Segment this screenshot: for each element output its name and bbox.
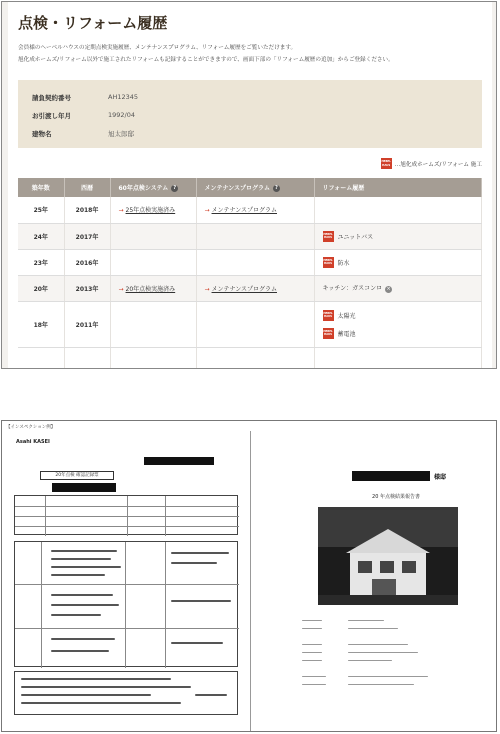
row-key [302,641,348,649]
reform-item: 蓄電池 [337,330,356,338]
help-icon[interactable]: ? [171,185,178,192]
handwriting [171,600,231,602]
col-header-inspection [110,178,196,197]
arrow-right-icon: → [118,207,124,215]
redacted-bar [144,457,214,465]
contract-row-building [32,124,468,142]
inspection-record-sheet [8,433,244,729]
col-header-year: 西暦 [64,178,110,197]
page-title: 点検・リフォーム履歴 [18,14,168,32]
hebel-haus-logo-icon: HEBEL HAUS [323,231,334,242]
row-key [302,649,348,657]
row-key [302,617,348,625]
print-line [302,628,322,629]
cell-inspection [110,249,196,275]
row-key [302,625,348,633]
col-header-age: 築年数 [18,178,64,197]
hebel-haus-logo-icon: HEBEL HAUS [323,328,334,339]
report-row [302,657,472,665]
col-header-reform: リフォーム履歴 [314,178,482,197]
report-row [302,649,472,657]
print-line [348,676,428,677]
cell-reform [314,223,482,249]
table-header-row [18,178,482,197]
redacted-bar [52,483,116,492]
cell-maintenance [196,223,314,249]
rule-line [15,628,239,629]
cell-reform [314,197,482,223]
rule-line [165,542,166,668]
print-line [348,628,398,629]
hebel-haus-logo-icon: HEBEL HAUS [323,310,334,321]
cell-inspection [110,197,196,223]
house-photo [318,507,458,605]
print-line [302,644,322,645]
report-row [302,625,472,633]
help-icon[interactable]: ? [273,185,280,192]
report-row [302,681,472,689]
cell-age: 25年 [18,197,64,223]
report-row [302,617,472,625]
row-key [302,673,348,681]
print-line [302,652,322,653]
table-row-partial [18,347,482,369]
hebel-haus-logo-icon: HEBEL HAUS [323,257,334,268]
handwriting [21,686,191,688]
history-table [18,178,482,369]
inspection-link[interactable]: 20年点検実施済み [125,285,176,293]
legend-text: …旭化成ホームズ/リフォーム 施工 [394,161,482,168]
contract-label: 建物名 [32,129,52,138]
reform-history-page [8,2,492,369]
contract-label: 請負契約番号 [32,93,71,102]
arrow-right-icon: → [204,285,210,293]
table-row [18,197,482,223]
print-line [302,620,322,621]
rule-line [165,496,166,536]
reform-history-screenshot [1,1,497,369]
handwriting [171,552,229,554]
cell-reform [314,347,482,369]
handwriting [171,562,217,564]
print-line [348,660,392,661]
print-line [302,676,326,677]
record-check-table [14,541,238,667]
reform-item: ユニットバス [337,233,374,241]
rule-line [45,496,46,536]
rule-line [15,584,239,585]
cell-reform [314,249,482,275]
redacted-bar [352,471,430,481]
cell-maintenance [196,347,314,369]
print-line [348,620,384,621]
handwriting [171,642,223,644]
handwriting [21,702,181,704]
maintenance-link[interactable]: メンテナンスプログラム [211,285,277,293]
cell-year: 2016年 [64,249,110,275]
print-line [302,684,326,685]
arrow-right-icon: → [204,207,210,215]
inspection-scan-example [1,420,497,732]
arrow-right-icon: → [118,285,124,293]
cell-year: 2013年 [64,275,110,301]
rule-line [127,496,128,536]
cell-inspection [110,301,196,347]
handwriting [51,614,101,616]
table-row [18,275,482,301]
row-key [302,657,348,665]
report-row [302,633,472,641]
cell-reform [314,275,482,301]
cell-age: 23年 [18,249,64,275]
reform-item: 太陽光 [337,312,356,320]
contract-row-number [32,88,468,106]
cell-age: 24年 [18,223,64,249]
contract-value: AH12345 [108,93,139,101]
cell-age: 20年 [18,275,64,301]
record-sheet-title: 20年点検 確認記録票 [40,471,114,480]
contract-value: 1992/04 [108,111,136,119]
close-icon[interactable]: × [386,286,391,292]
contract-info-box [18,80,482,148]
col-header-maintenance [196,178,314,197]
print-line [348,644,408,645]
col-header-label: メンテナンスプログラム [204,185,270,192]
contract-label: お引渡し年月 [32,111,71,120]
intro-line: 旭化成ホームズ/リフォーム以外で施工されたリフォームも記録することができますので、画面下部の「リフォーム履歴の追加」からご登録ください。 [18,57,394,63]
scan-caption: 【インスペクション例】 [6,425,56,430]
cell-year: 2017年 [64,223,110,249]
inspection-report-sheet [256,433,492,729]
rule-line [125,542,126,668]
contract-row-delivery [32,106,468,124]
cell-year: 2018年 [64,197,110,223]
handwriting [51,604,119,606]
table-row [18,249,482,275]
report-owner-suffix: 様邸 [434,474,447,481]
cell-reform [314,301,482,347]
table-row [18,301,482,347]
cell-maintenance [196,275,314,301]
handwriting [51,638,115,640]
cell-age [18,347,64,369]
cell-inspection [110,275,196,301]
record-header-table [14,495,238,535]
record-notes-box [14,671,238,715]
handwriting [195,694,227,696]
row-key [302,681,348,689]
handwriting [51,650,109,652]
handwriting [51,566,121,568]
col-header-label: 60年点検システム [118,185,169,192]
legend [381,158,482,169]
print-line [302,660,322,661]
reform-item: キッチン：ガスコンロ [322,285,383,292]
handwriting [21,678,171,680]
cell-year [64,347,110,369]
cell-age: 18年 [18,301,64,347]
print-line [348,652,418,653]
handwriting [51,558,111,560]
handwriting [51,550,117,552]
report-row [302,641,472,649]
cell-inspection [110,223,196,249]
cell-inspection [110,347,196,369]
report-detail-rows [302,617,472,689]
report-title: 20 年点検結果報告書 [372,494,420,500]
report-row [302,673,472,681]
print-line [348,684,414,685]
house-photo-image [318,507,458,605]
cell-maintenance [196,197,314,223]
intro-text [18,42,488,66]
contract-value: 旭太郎邸 [108,129,134,138]
cell-maintenance [196,301,314,347]
cell-year: 2011年 [64,301,110,347]
handwriting [51,574,105,576]
table-row [18,223,482,249]
report-row [302,665,472,673]
inspection-link[interactable]: 25年点検実施済み [125,207,176,215]
cell-maintenance [196,249,314,275]
reform-item: 防水 [337,259,350,267]
handwriting [51,594,113,596]
rule-line [41,542,42,668]
asahi-kasei-logo: Asahi KASEI [16,439,50,445]
handwriting [21,694,151,696]
hebel-haus-logo-icon: HEBEL HAUS [381,158,392,169]
scan-divider [250,431,251,731]
intro-line: 会員様のヘーベルハウスの定期点検実施履歴、メンテナンスプログラム、リフォーム履歴をご覧いただけます。 [18,45,297,51]
maintenance-link[interactable]: メンテナンスプログラム [211,207,277,215]
